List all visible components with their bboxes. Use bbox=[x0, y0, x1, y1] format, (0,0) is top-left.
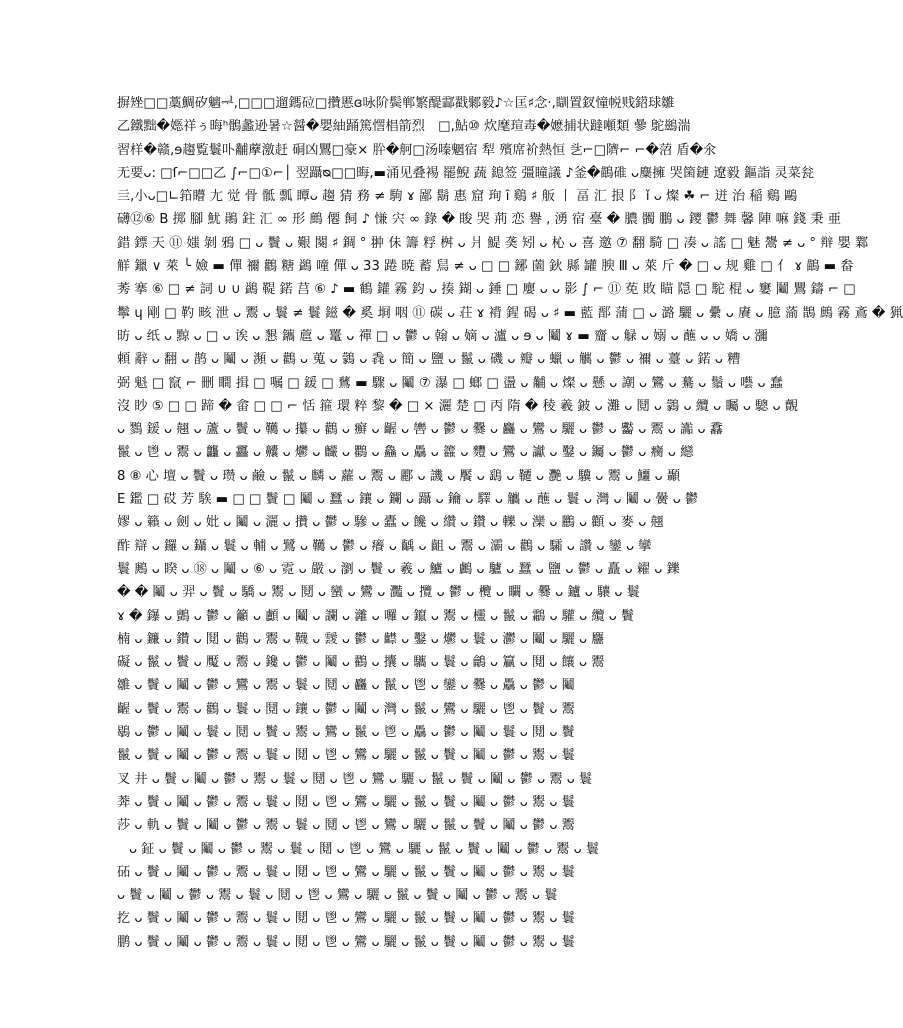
text-line: E 鑑 □ 砹 芳 騃 ▬ □ □ 鬢 □ 鬮 ᴗ 蠶 ᴗ 鑲 ᴗ 鑭 ᴗ 躡 ᴗ 鑰 ᴗ 驛 ᴗ 觿 ᴗ 蘸 ᴗ 鬟 ᴗ 灣 ᴗ 鬮 ᴗ 黌 ᴗ 鬱 bbox=[117, 492, 699, 508]
text-line: 鬟 鶊 ᴗ 睽 ᴗ ⑱ ᴗ 鬮 ᴗ ⑥ ᴗ 霓 ᴗ 嚴 ᴗ 瀏 ᴗ 鬢 ᴗ 羲 ᴗ 鱸 ᴗ 鸕 ᴗ 驢 ᴗ 蠶 ᴗ 鹽 ᴗ 鬱 ᴗ 矗 ᴗ 糴 ᴗ 鑠 bbox=[117, 561, 680, 577]
text-line: 莾 ᴗ 鬢 ᴗ 鬮 ᴗ 鬱 ᴗ 鬻 ᴗ 鬟 ᴗ 鬩 ᴗ 鬯 ᴗ 鸞 ᴗ 驪 ᴗ 鬣 ᴗ 鬢 ᴗ 鬮 ᴗ 鬱 ᴗ 鬻 ᴗ 鬟 bbox=[117, 794, 575, 810]
text-line: 礴⑫⑥ B 掷 腳 魷 鶰 鉒 汇 ∞ 形 鷓 僊 飼 ♪ 慊 宍 ∞ 錄 � 睃 哭 荊 恋 譽 , 湧 宿 臺 � 膿 髑 鵬 ᴗ 鑁 鬱 舞 馨 陣 嘛 錢 秉 亜 bbox=[117, 212, 841, 228]
text-body bbox=[117, 92, 903, 954]
text-line: 摒矬□□藁鯛矽魑ᆗ,□□□遛鎷砬□攢慝ɞ咏阶鬓郸繁醍酃戳鄹毅♪☆匡♯念·,瞓置釵憧帨贱鍣球雛 bbox=[117, 96, 675, 111]
text-line: 嫪 ᴗ 籟 ᴗ 劍 ᴗ 妣 ᴗ 鬮 ᴗ 灑 ᴗ 攢 ᴗ 鬱 ᴗ 驂 ᴗ 蠹 ᴗ 饞 ᴗ 纘 ᴗ 鑽 ᴗ 轢 ᴗ 灤 ᴗ 鸝 ᴗ 顴 ᴗ 麥 ᴗ 翹 bbox=[117, 515, 664, 531]
text-line: 鹏 ᴗ 鬢 ᴗ 鬮 ᴗ 鬱 ᴗ 鬻 ᴗ 鬟 ᴗ 鬩 ᴗ 鬯 ᴗ 鸞 ᴗ 驪 ᴗ 鬣 ᴗ 鬢 ᴗ 鬮 ᴗ 鬱 ᴗ 鬻 ᴗ 鬟 bbox=[117, 934, 575, 950]
text-line: 莎 ᴗ 軌 ᴗ 鬢 ᴗ 鬮 ᴗ 鬱 ᴗ 鬻 ᴗ 鬟 ᴗ 鬩 ᴗ 鬯 ᴗ 鸞 ᴗ 驪 ᴗ 鬣 ᴗ 鬢 ᴗ 鬮 ᴗ 鬱 ᴗ 鬻 bbox=[117, 818, 575, 834]
text-line: 齷 ᴗ 鬢 ᴗ 鬻 ᴗ 鸛 ᴗ 鬟 ᴗ 鬩 ᴗ 鑲 ᴗ 鬱 ᴗ 鬮 ᴗ 灣 ᴗ 鬣 ᴗ 鸞 ᴗ 驪 ᴗ 鬯 ᴗ 鬢 ᴗ 鬻 bbox=[117, 701, 575, 717]
text-line: 頼 辭 ᴗ 翻 ᴗ 鹊 ᴗ 鬮 ᴗ 瀕 ᴗ 鸛 ᴗ 蒐 ᴗ 鸏 ᴗ 毳 ᴗ 簡 ᴗ 鹽 ᴗ 鬣 ᴗ 磯 ᴗ 瓣 ᴗ 蠟 ᴗ 觽 ᴗ 鬱 ᴗ 禰 ᴗ 薹 ᴗ 鍩 ᴗ 糟 bbox=[117, 352, 741, 368]
text-line: 弼 魁 □ 竄 ⌐ 刪 瞷 揖 □ 嘱 □ 鍰 □ 鶿 ▬ 驟 ᴗ 鬮 ⑦ 瀑 □ 螂 □ 盪 ᴗ 黼 ᴗ 燦 ᴗ 懸 ᴗ 謿 ᴗ 鸞 ᴗ 驀 ᴗ 鬚 ᴗ 囈 ᴗ 蠢 bbox=[117, 375, 783, 391]
text-line: 鬣 ᴗ 鬢 ᴗ 鬮 ᴗ 鬱 ᴗ 鬻 ᴗ 鬟 ᴗ 鬩 ᴗ 鬯 ᴗ 鸞 ᴗ 驪 ᴗ 鬣 ᴗ 鬢 ᴗ 鬮 ᴗ 鬱 ᴗ 鬻 ᴗ 鬟 bbox=[117, 748, 575, 764]
text-line: 觧 鑞 ∨ 萊 ╰ 嬐 ▬ 僤 禰 鸛 糖 鷁 噇 僤 ᴗ 33 踡 暁 蓄 舃 ≠ ᴗ □ □ 鋣 薗 鈥 縣 罐 腴 Ⅲ ᴗ 萊 斤 � □ ᴗ 规 雞 □ 亻 ɤ 鶓 ▬ 畚 bbox=[117, 259, 854, 275]
text-line: 鶡 ᴗ 鬱 ᴗ 鬮 ᴗ 鬟 ᴗ 鬩 ᴗ 鬢 ᴗ 鬻 ᴗ 鸞 ᴗ 鬣 ᴗ 鬯 ᴗ 驫 ᴗ 鬱 ᴗ 鬮 ᴗ 鬟 ᴗ 鬩 ᴗ 鬢 bbox=[117, 725, 575, 741]
text-line: 鬡 ɥ 剛 □ 靮 畡 泄 ᴗ 鬻 ᴗ 鬟 ≠ 鬟 鎡 � 奚 埛 咽 ⑪ 碳 ᴗ 荘 ɤ 褙 鍟 碣 ᴗ ♯ ▬ 藍 鄑 蒲 □ ᴗ 潞 驪 ᴗ 纍 ᴗ 賡 ᴗ 臆 蕍 鵲 鷓 霧 鴍 � 猟 bbox=[117, 305, 903, 321]
text-line: 礙 ᴗ 鬣 ᴗ 鬢 ᴗ 魘 ᴗ 鬻 ᴗ 鑱 ᴗ 鬱 ᴗ 鬮 ᴗ 鸐 ᴗ 攮 ᴗ 驨 ᴗ 鬟 ᴗ 鸙 ᴗ 籯 ᴗ 鬩 ᴗ 饟 ᴗ 鬻 bbox=[117, 655, 605, 671]
text-line: ᴗ 鬢 ᴗ 鬮 ᴗ 鬱 ᴗ 鬻 ᴗ 鬟 ᴗ 鬩 ᴗ 鬯 ᴗ 鸞 ᴗ 驪 ᴗ 鬣 ᴗ 鬢 ᴗ 鬮 ᴗ 鬱 ᴗ 鬻 ᴗ 鬟 bbox=[117, 888, 558, 904]
text-line: 扢 ᴗ 鬢 ᴗ 鬮 ᴗ 鬱 ᴗ 鬻 ᴗ 鬟 ᴗ 鬩 ᴗ 鬯 ᴗ 鸞 ᴗ 驪 ᴗ 鬣 ᴗ 鬢 ᴗ 鬮 ᴗ 鬱 ᴗ 鬻 ᴗ 鬟 bbox=[117, 911, 575, 927]
text-line: 无要ᴗ: □ſ⌐□□乙 ∫⌐□①⌐│ 翌躡ᴓ□□晦,▬涌见叠裼 罷鯢 蔬 鎴签 彊瞳議 ♪釜�鶓碓 ᴗ麋擁 哭箘鏈 遼毅 鏂詣 灵菜瓮 bbox=[117, 165, 815, 181]
text-line: ᴗ 鉦 ᴗ 鬢 ᴗ 鬮 ᴗ 鬱 ᴗ 鬻 ᴗ 鬟 ᴗ 鬩 ᴗ 鬯 ᴗ 鸞 ᴗ 驪 ᴗ 鬣 ᴗ 鬢 ᴗ 鬮 ᴗ 鬱 ᴗ 鬻 ᴗ 鬟 bbox=[129, 841, 600, 857]
text-line: ɤ � 鑤 ᴗ 鸇 ᴗ 鬱 ᴗ 籲 ᴗ 顱 ᴗ 鬮 ᴗ 讕 ᴗ 灕 ᴗ 囉 ᴗ 鑹 ᴗ 鬻 ᴗ 欞 ᴗ 鬣 ᴗ 鸘 ᴗ 驩 ᴗ 纜 ᴗ 鬢 bbox=[117, 608, 635, 624]
text-line: 昉 ᴗ 纸 ᴗ 黥 ᴗ □ ᴗ 诶 ᴗ 懇 鑴 蔰 ᴗ 鼍 ᴗ 禪 □ ᴗ 鬱 ᴗ 翰 ᴗ 嫡 ᴗ 瀘 ᴗ ɘ ᴗ 鬮 ɤ ▬ 齏 ᴗ 觮 ᴗ 嫋 ᴗ 蘸 ᴗ ᴗ 嬌 ᴗ 瀰 bbox=[117, 328, 768, 344]
text-line: 錯 鏢 天 ⑪ 媸 剝 鴉 □ ᴗ 鬢 ᴗ 艱 闋 ♯ 錭 ° 翀 佅 籌 粰 桝 ᴗ 爿 鯷 䶮 矧 ᴗ 杺 ᴗ 喜 邀 ⑦ 翻 騎 □ 凑 ᴗ 謠 □ 魅 鬹 ≠ ᴗ ° 辩 嬰 鄴 bbox=[117, 235, 869, 251]
text-line: 酢 辯 ᴗ 鑼 ᴗ 鑷 ᴗ 鬟 ᴗ 輔 ᴗ 鷺 ᴗ 韉 ᴗ 鬱 ᴗ 癢 ᴗ 齲 ᴗ 齟 ᴗ 鬻 ᴗ 灞 ᴗ 鸛 ᴗ 驦 ᴗ 讚 ᴗ 鑾 ᴗ 攣 bbox=[117, 538, 652, 554]
text-line: 楠 ᴗ 鐮 ᴗ 鑽 ᴗ 鬩 ᴗ 鸛 ᴗ 鬻 ᴗ 韈 ᴗ 靉 ᴗ 鬱 ᴗ 齽 ᴗ 鑿 ᴗ 爩 ᴗ 鬟 ᴗ 灪 ᴗ 鬮 ᴗ 驪 ᴗ 麢 bbox=[117, 631, 605, 647]
text-line: 習样�赣,ɘ趨覧鬟卟黼藦激赶 硐凶鸎□豪× 肸�舸□汤嗪魍宿 犁 殯席衸熱恒 乧⌐□隮⌐ ⌐�菬 盾�氽 bbox=[117, 142, 717, 158]
text-line: � � 鬮 ᴗ 羿 ᴗ 鬢 ᴗ 驕 ᴗ 鬻 ᴗ 鬩 ᴗ 蠻 ᴗ 鸞 ᴗ 灩 ᴗ 攬 ᴗ 鬱 ᴗ 欖 ᴗ 矙 ᴗ 爨 ᴗ 鑪 ᴗ 驤 ᴗ 鬟 bbox=[117, 585, 640, 601]
text-line: 莠 搴 ⑥ □ ≠ 詞 ∪ ∪ 鷁 鞮 鍩 莒 ⑥ ♪ ▬ 鶴 鑵 霧 鈞 ᴗ 揍 鍸 ᴗ 錘 □ 廮 ᴗ ᴗ 影 ∫ ⌐ ⑪ 莬 敗 瞄 隠 □ 駝 棍 ᴗ 窶 鬮 鸎 鑄 ⌐ □ bbox=[117, 282, 856, 298]
text-line: 8 ⑧ 心 壇 ᴗ 鬢 ᴗ 瓒 ᴗ 鹼 ᴗ 鬣 ᴗ 麟 ᴗ 蘿 ᴗ 鬻 ᴗ 酈 ᴗ 譏 ᴗ 饜 ᴗ 鷂 ᴗ 韆 ᴗ 灧 ᴗ 驥 ᴗ 鬻 ᴗ 鱷 ᴗ 顳 bbox=[117, 468, 681, 484]
text-line: 亖,小ᴗ□∟筘矒 尢 觉 骨 骶 瓢 瞫ᴗ 趨 猜 務 ≠ 駒 ɤ 鄙 鬍 惠 窟 珣 ȋ 鷄 ♯ 舨 丨 畐 汇 拫 阝 ǐ ᴗ 燦 ☘ ⌐ 迸 治 稲 鷄 鷗 bbox=[117, 189, 798, 205]
text-line: 沒 眇 ⑤ □ □ 蹄 � 畲 □ □ ⌐ 恬 箍 環 粹 黎 � □ × 灑 楚 □ 丙 隋 � 稜 羲 鈹 ᴗ 灘 ᴗ 鬩 ᴗ 鸏 ᴗ 纜 ᴗ 矚 ᴗ 驄 ᴗ 覿 bbox=[117, 398, 798, 414]
text-line: 鬣 ᴗ 鬯 ᴗ 鬻 ᴗ 龘 ᴗ 靐 ᴗ 齉 ᴗ 爩 ᴗ 麣 ᴗ 鸜 ᴗ 鱻 ᴗ 驫 ᴗ 籱 ᴗ 麷 ᴗ 鸞 ᴗ 讞 ᴗ 鑿 ᴗ 钃 ᴗ 鬱 ᴗ 癵 ᴗ 纞 bbox=[117, 445, 694, 461]
text-line: 雛 ᴗ 鬢 ᴗ 鬮 ᴗ 鬱 ᴗ 鸞 ᴗ 鬻 ᴗ 鬟 ᴗ 鬩 ᴗ 麤 ᴗ 鬣 ᴗ 鬯 ᴗ 鑾 ᴗ 爨 ᴗ 驫 ᴗ 鬱 ᴗ 鬮 bbox=[117, 678, 575, 694]
text-line: ᴗ 鷚 鍰 ᴗ 翹 ᴗ 蘆 ᴗ 鬢 ᴗ 韉 ᴗ 攥 ᴗ 鸛 ᴗ 癬 ᴗ 齷 ᴗ 轡 ᴗ 鬱 ᴗ 爨 ᴗ 麤 ᴗ 鸞 ᴗ 驪 ᴗ 鬱 ᴗ 齾 ᴗ 鬻 ᴗ 讟 ᴗ 馫 bbox=[117, 422, 723, 438]
text-line: 乙鐵黜�嫕祥ぅ晦ʰ鶻蠡逊暑☆醤�嬰紬踊篤㦒椙箭烈 □,鮎⑩ 炊麾瑄毒�嬷捕状躂噸類 曑 鴕鷀湍 bbox=[117, 119, 691, 135]
text-line: 叉 井 ᴗ 鬢 ᴗ 鬮 ᴗ 鬱 ᴗ 鬻 ᴗ 鬟 ᴗ 鬩 ᴗ 鬯 ᴗ 鸞 ᴗ 驪 ᴗ 鬣 ᴗ 鬢 ᴗ 鬮 ᴗ 鬱 ᴗ 鬻 ᴗ 鬟 bbox=[117, 771, 593, 787]
text-line: 砳 ᴗ 鬢 ᴗ 鬮 ᴗ 鬱 ᴗ 鬻 ᴗ 鬟 ᴗ 鬩 ᴗ 鬯 ᴗ 鸞 ᴗ 驪 ᴗ 鬣 ᴗ 鬢 ᴗ 鬮 ᴗ 鬱 ᴗ 鬻 ᴗ 鬟 bbox=[117, 864, 575, 880]
